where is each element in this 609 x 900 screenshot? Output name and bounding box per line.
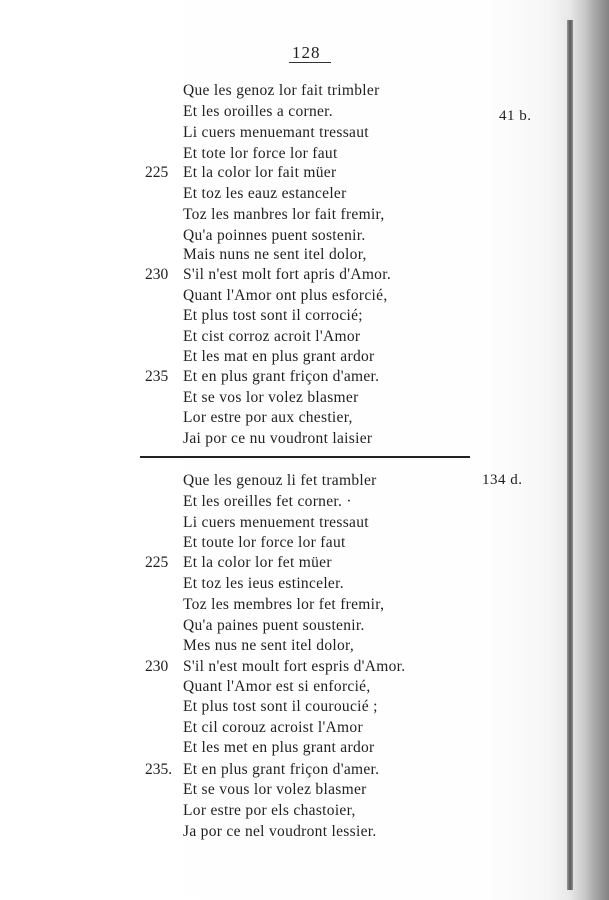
verse-line: Et tote lor force lor faut [183,145,338,162]
verse-line: Et les mat en plus grant ardor [183,348,375,365]
verse-line: Et cist corroz acroit l'Amor [183,328,361,345]
verse-line: Mes nus ne sent itel dolor, [183,637,355,654]
verse-line: Et se vos lor volez blasmer [183,389,359,406]
binding-edge [567,20,573,890]
verse-line: Li cuers menuement tressaut [183,514,369,531]
line-number: 225 [145,164,169,181]
verse-line: Et toz les eauz estanceler [183,185,347,202]
line-number: 230 [145,658,169,675]
verse-line: Et plus tost sont il corrocié; [183,307,363,324]
upper-folio-marker: 41 b. [499,108,532,124]
verse-line: Qu'a poinnes puent sostenir. [183,227,366,244]
verse-line: Et toz les ieus estinceler. [183,575,344,592]
line-number: 230 [145,266,169,283]
verse-line: Quant l'Amor est si enforcié, [183,678,371,695]
verse-line: Et la color lor fet müer [183,554,332,571]
verse-line: Mais nuns ne sent itel dolor, [183,246,367,263]
verse-line: S'il n'est molt fort apris d'Amor. [183,266,392,283]
verse-line: Et toute lor force lor faut [183,534,346,551]
page-number-rule [289,62,331,63]
verse-line: Lor estre por els chastoier, [183,802,356,819]
line-number: 225 [145,554,169,571]
verse-line: Quant l'Amor ont plus esforcié, [183,287,388,304]
lower-folio-marker: 134 d. [482,472,523,488]
page-number: 128 [292,43,321,62]
verse-line: Et les met en plus grant ardor [183,739,375,756]
verse-line: Toz les manbres lor fait fremir, [183,206,385,223]
verse-line: Que les genouz li fet trambler [183,472,377,489]
verse-line: Et en plus grant friçon d'amer. [183,761,380,778]
verse-line: S'il n'est moult fort espris d'Amor. [183,658,406,675]
verse-line: Et les oroilles a corner. [183,103,333,120]
verse-line: Jai por ce nu voudront laisier [183,430,373,447]
verse-line: Et les oreilles fet corner. · [183,493,352,510]
verse-line: Et plus tost sont il couroucié ; [183,698,378,715]
verse-line: Et la color lor fait müer [183,164,337,181]
section-divider [140,456,470,458]
verse-line: Qu'a paines puent soustenir. [183,617,365,634]
verse-line: Que les genoz lor fait trimbler [183,82,380,99]
verse-line: Li cuers menuemant tressaut [183,124,369,141]
line-number: 235. [145,761,173,778]
verse-line: Et en plus grant friçon d'amer. [183,368,380,385]
verse-line: Ja por ce nel voudront lessier. [183,823,377,840]
verse-line: Lor estre por aux chestier, [183,409,353,426]
verse-line: Et se vous lor volez blasmer [183,781,367,798]
verse-line: Et cil corouz acroist l'Amor [183,719,363,736]
verse-line: Toz les membres lor fet fremir, [183,596,385,613]
binding-shadow [569,0,609,900]
line-number: 235 [145,368,169,385]
